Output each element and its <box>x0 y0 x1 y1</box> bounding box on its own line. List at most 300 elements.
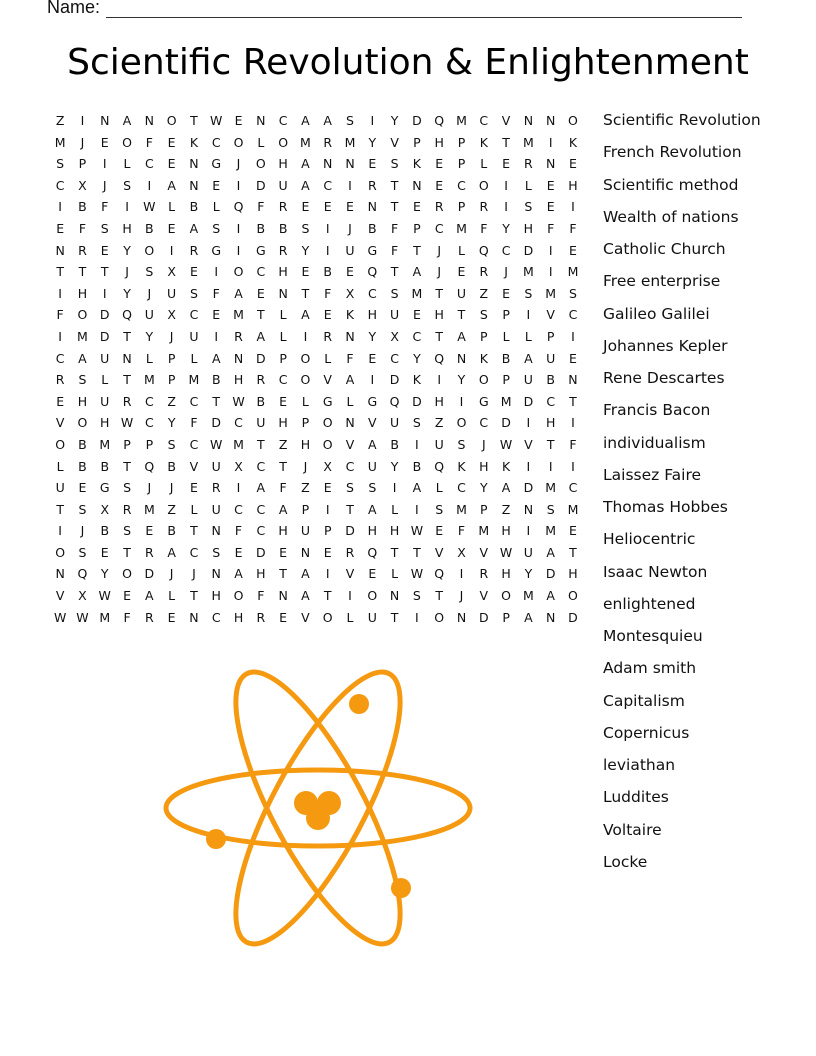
grid-letter: N <box>523 113 534 128</box>
grid-letter: P <box>323 523 332 539</box>
grid-letter: I <box>348 177 352 193</box>
grid-letter: E <box>167 220 176 236</box>
grid-letter: B <box>167 523 176 539</box>
grid-letter: U <box>55 480 65 496</box>
grid-letter: B <box>256 220 266 236</box>
grid-letter: E <box>189 264 198 280</box>
grid-letter: H <box>389 523 400 539</box>
grid-letter: M <box>77 328 88 344</box>
grid-letter: V <box>390 134 399 150</box>
grid-letter: Z <box>278 436 288 452</box>
grid-letter: R <box>78 242 87 258</box>
grid-letter: N <box>211 523 221 539</box>
grid-letter: C <box>189 544 199 560</box>
grid-letter: P <box>279 350 287 366</box>
grid-letter: T <box>346 501 354 517</box>
grid-letter: C <box>256 523 266 539</box>
grid-letter: H <box>367 307 377 323</box>
grid-letter: M <box>300 134 311 150</box>
grid-letter: C <box>390 350 399 366</box>
grid-letter: M <box>188 372 200 388</box>
grid-letter: Y <box>301 242 310 258</box>
grid-letter: R <box>524 156 533 172</box>
grid-letter: P <box>301 415 310 431</box>
grid-letter: E <box>502 156 511 172</box>
grid-letter: F <box>346 350 354 366</box>
grid-letter: F <box>212 285 220 301</box>
grid-letter: I <box>214 328 219 344</box>
grid-letter: H <box>501 566 511 582</box>
grid-letter: U <box>345 242 355 258</box>
grid-letter: E <box>502 285 511 301</box>
grid-letter: O <box>77 415 88 431</box>
grid-letter: E <box>435 177 444 193</box>
grid-letter: O <box>478 372 489 388</box>
grid-letter: F <box>101 199 109 215</box>
grid-letter: I <box>459 393 464 409</box>
grid-letter: E <box>256 285 265 301</box>
grid-letter: K <box>479 134 488 150</box>
grid-letter: Y <box>123 285 131 301</box>
grid-letter: L <box>212 199 220 215</box>
grid-letter: L <box>324 350 332 366</box>
grid-letter: J <box>437 264 442 280</box>
grid-letter: C <box>189 393 199 409</box>
grid-letter: E <box>279 544 288 560</box>
word-list <box>603 109 761 883</box>
grid-letter: A <box>457 328 466 344</box>
grid-letter: S <box>435 501 444 517</box>
grid-letter: N <box>122 350 132 366</box>
grid-letter: O <box>255 156 266 172</box>
grid-letter: R <box>144 544 154 560</box>
grid-letter: Q <box>77 566 88 582</box>
grid-letter: C <box>568 480 578 496</box>
grid-letter: I <box>58 285 62 301</box>
grid-letter: Z <box>167 501 176 517</box>
grid-letter: E <box>167 156 176 172</box>
grid-letter: H <box>278 264 288 280</box>
grid-letter: M <box>456 113 467 128</box>
grid-letter: A <box>167 177 176 193</box>
grid-letter: H <box>77 285 88 301</box>
grid-letter: U <box>390 307 400 323</box>
grid-letter: Q <box>122 307 132 323</box>
grid-letter: O <box>122 134 132 150</box>
grid-letter: R <box>323 134 333 150</box>
grid-letter: P <box>480 501 488 517</box>
grid-letter: O <box>434 609 445 625</box>
grid-letter: K <box>501 458 511 474</box>
grid-letter: I <box>325 566 330 582</box>
grid-letter: R <box>434 199 444 215</box>
grid-letter: S <box>412 588 421 604</box>
grid-letter: A <box>78 350 87 366</box>
grid-letter: V <box>524 436 533 452</box>
grid-letter: J <box>348 220 352 236</box>
grid-letter: I <box>58 199 62 215</box>
grid-letter: M <box>99 436 111 452</box>
grid-letter: C <box>457 177 466 193</box>
grid-letter: T <box>413 544 421 560</box>
grid-letter: H <box>278 523 288 539</box>
grid-letter: D <box>478 609 489 625</box>
grid-letter: J <box>80 523 85 539</box>
grid-letter: F <box>234 523 243 539</box>
grid-letter: O <box>55 436 66 452</box>
grid-letter: O <box>55 544 66 560</box>
grid-letter: V <box>189 458 199 474</box>
word-list-item: individualism <box>603 433 706 452</box>
grid-letter: I <box>348 588 352 604</box>
grid-letter: S <box>479 307 488 323</box>
grid-letter: T <box>190 113 198 128</box>
grid-letter: T <box>123 544 131 560</box>
grid-letter: D <box>99 307 110 323</box>
grid-letter: N <box>456 609 467 625</box>
grid-letter: T <box>212 393 221 409</box>
grid-letter: K <box>412 156 421 172</box>
grid-letter: A <box>256 480 266 496</box>
grid-letter: F <box>569 436 577 452</box>
grid-letter: R <box>479 264 489 280</box>
grid-letter: I <box>415 436 419 452</box>
grid-letter: V <box>345 436 355 452</box>
grid-letter: T <box>390 544 399 560</box>
grid-letter: N <box>389 588 400 604</box>
grid-letter: M <box>478 523 490 539</box>
grid-letter: E <box>346 264 354 280</box>
grid-letter: V <box>434 544 444 560</box>
grid-letter: G <box>211 156 222 172</box>
grid-letter: S <box>78 544 87 560</box>
grid-letter: H <box>523 220 534 236</box>
grid-letter: T <box>457 307 466 323</box>
grid-letter: J <box>169 328 174 344</box>
grid-letter: J <box>80 134 85 150</box>
grid-letter: D <box>412 393 422 409</box>
grid-letter: H <box>278 415 288 431</box>
grid-letter: Q <box>233 199 244 215</box>
grid-letter: M <box>344 134 356 150</box>
grid-letter: A <box>546 588 555 604</box>
grid-letter: F <box>190 415 198 431</box>
grid-letter: C <box>256 458 266 474</box>
grid-letter: Y <box>502 220 510 236</box>
grid-letter: G <box>478 393 489 409</box>
grid-letter: T <box>323 588 332 604</box>
grid-letter: P <box>167 350 176 366</box>
grid-letter: A <box>167 544 176 560</box>
grid-letter: Q <box>144 458 155 474</box>
grid-letter: B <box>546 372 555 388</box>
grid-letter: O <box>300 372 311 388</box>
grid-letter: N <box>55 566 65 582</box>
grid-letter: P <box>480 328 488 344</box>
grid-letter: R <box>256 372 266 388</box>
grid-letter: E <box>234 544 243 560</box>
grid-letter: U <box>456 285 467 301</box>
puzzle-grid <box>49 110 584 628</box>
grid-letter: J <box>236 156 241 172</box>
grid-letter: T <box>123 372 131 388</box>
grid-letter: N <box>568 372 578 388</box>
grid-letter: Y <box>390 458 399 474</box>
grid-letter: C <box>546 393 556 409</box>
grid-letter: L <box>346 609 354 625</box>
grid-letter: E <box>100 134 109 150</box>
grid-letter: S <box>412 415 421 431</box>
grid-letter: U <box>189 328 199 344</box>
grid-letter: B <box>256 393 266 409</box>
grid-letter: U <box>523 372 533 388</box>
grid-letter: F <box>547 220 555 236</box>
grid-letter: W <box>499 544 513 560</box>
grid-letter: U <box>211 458 221 474</box>
grid-letter: W <box>210 113 223 128</box>
grid-letter: K <box>479 350 488 366</box>
grid-letter: C <box>278 372 288 388</box>
grid-letter: F <box>391 242 399 258</box>
grid-letter: E <box>301 199 310 215</box>
grid-letter: A <box>368 436 377 452</box>
grid-letter: D <box>501 415 511 431</box>
grid-letter: N <box>189 156 199 172</box>
grid-letter: I <box>548 242 553 258</box>
grid-letter: F <box>78 220 87 236</box>
name-field <box>47 0 742 18</box>
grid-letter: I <box>236 220 241 236</box>
grid-letter: D <box>256 544 266 560</box>
grid-letter: R <box>479 566 489 582</box>
grid-letter: E <box>189 480 198 496</box>
grid-letter: Z <box>434 415 444 431</box>
grid-letter: O <box>166 113 177 128</box>
grid-letter: C <box>479 415 489 431</box>
word-list-item: Heliocentric <box>603 530 696 549</box>
grid-letter: E <box>569 242 577 258</box>
grid-letter: E <box>212 177 221 193</box>
grid-letter: S <box>569 285 577 301</box>
grid-letter: T <box>190 523 198 539</box>
grid-letter: E <box>368 350 377 366</box>
grid-letter: L <box>190 501 198 517</box>
grid-letter: D <box>389 372 400 388</box>
grid-letter: L <box>145 350 153 366</box>
grid-letter: J <box>303 458 308 474</box>
electron <box>349 694 369 714</box>
grid-letter: Y <box>368 134 377 150</box>
grid-letter: Q <box>478 242 489 258</box>
grid-letter: O <box>144 242 155 258</box>
grid-letter: L <box>279 307 287 323</box>
grid-letter: F <box>123 609 131 625</box>
grid-letter: Y <box>457 372 466 388</box>
grid-letter: J <box>481 436 486 452</box>
grid-letter: B <box>78 199 87 215</box>
grid-letter: H <box>233 372 244 388</box>
grid-letter: A <box>145 588 154 604</box>
word-list-item: Francis Bacon <box>603 401 711 420</box>
grid-letter: A <box>301 156 310 172</box>
grid-letter: R <box>55 372 65 388</box>
grid-letter: S <box>167 436 176 452</box>
grid-letter: A <box>301 307 310 323</box>
grid-letter: K <box>189 134 199 150</box>
grid-letter: C <box>323 177 333 193</box>
grid-letter: U <box>523 544 533 560</box>
grid-letter: F <box>324 285 332 301</box>
grid-letter: L <box>458 242 465 258</box>
grid-letter: J <box>437 242 442 258</box>
grid-letter: S <box>56 156 65 172</box>
name-line <box>106 1 742 18</box>
grid-letter: I <box>236 480 241 496</box>
grid-letter: E <box>123 588 131 604</box>
word-list-item: Catholic Church <box>603 240 726 258</box>
grid-letter: V <box>479 588 489 604</box>
grid-letter: K <box>345 307 355 323</box>
grid-letter: C <box>345 458 355 474</box>
grid-letter: W <box>120 415 134 431</box>
grid-letter: H <box>568 566 578 582</box>
grid-letter: H <box>568 177 578 193</box>
grid-letter: B <box>78 458 87 474</box>
grid-letter: U <box>367 458 377 474</box>
grid-letter: M <box>567 501 579 517</box>
grid-letter: C <box>479 113 489 128</box>
grid-letter: I <box>370 113 375 128</box>
grid-letter: Z <box>167 393 176 409</box>
grid-letter: V <box>345 566 355 582</box>
grid-letter: I <box>548 134 553 150</box>
grid-letter: S <box>212 220 221 236</box>
grid-letter: O <box>300 350 311 366</box>
grid-letter: H <box>367 523 377 539</box>
nucleus-particle <box>306 806 330 830</box>
grid-letter: R <box>189 242 199 258</box>
grid-letter: S <box>546 501 555 517</box>
grid-letter: T <box>56 264 64 280</box>
grid-letter: I <box>102 285 107 301</box>
grid-letter: L <box>190 350 198 366</box>
grid-letter: I <box>526 458 531 474</box>
grid-letter: Z <box>479 285 489 301</box>
grid-letter: J <box>102 177 107 193</box>
grid-letter: M <box>233 436 244 452</box>
grid-letter: M <box>456 501 467 517</box>
grid-letter: P <box>413 134 421 150</box>
grid-letter: S <box>390 156 399 172</box>
grid-letter: Y <box>524 566 533 582</box>
grid-letter: R <box>278 242 288 258</box>
grid-letter: T <box>435 285 444 301</box>
grid-letter: W <box>143 199 156 215</box>
grid-letter: O <box>233 134 244 150</box>
electron <box>391 878 411 898</box>
grid-letter: V <box>301 609 310 625</box>
word-list-item: Scientific method <box>603 175 739 194</box>
grid-letter: F <box>56 307 64 323</box>
atom-nucleus <box>294 791 341 830</box>
grid-letter: U <box>211 501 221 517</box>
grid-letter: C <box>55 350 65 366</box>
grid-letter: O <box>77 307 88 323</box>
grid-letter: E <box>368 156 377 172</box>
grid-letter: E <box>145 523 154 539</box>
grid-letter: B <box>100 458 110 474</box>
grid-letter: G <box>322 393 333 409</box>
grid-letter: R <box>144 609 154 625</box>
grid-letter: A <box>256 328 266 344</box>
grid-letter: I <box>370 372 375 388</box>
grid-letter: H <box>545 415 556 431</box>
grid-letter: V <box>55 415 65 431</box>
grid-letter: B <box>323 264 332 280</box>
grid-letter: U <box>100 350 110 366</box>
grid-letter: E <box>435 156 444 172</box>
grid-letter: G <box>367 242 378 258</box>
grid-letter: M <box>143 501 155 517</box>
grid-letter: A <box>278 501 288 517</box>
grid-letter: K <box>568 134 578 150</box>
grid-letter: A <box>301 177 310 193</box>
grid-letter: Z <box>501 501 511 517</box>
word-list-item: Isaac Newton <box>603 562 708 581</box>
grid-letter: P <box>502 609 510 625</box>
grid-letter: I <box>526 415 531 431</box>
grid-letter: T <box>257 436 265 452</box>
grid-letter: T <box>279 458 287 474</box>
grid-letter: I <box>236 177 241 193</box>
grid-letter: M <box>411 285 423 301</box>
grid-letter: E <box>323 307 332 323</box>
word-list-item: Galileo Galilei <box>603 304 710 323</box>
grid-letter: D <box>144 566 155 582</box>
grid-letter: D <box>568 609 578 625</box>
grid-letter: O <box>501 588 511 604</box>
grid-letter: F <box>145 134 153 150</box>
grid-letter: Z <box>301 480 310 496</box>
grid-letter: A <box>546 544 555 560</box>
grid-letter: M <box>567 264 579 280</box>
grid-letter: R <box>345 544 355 560</box>
grid-letter: Y <box>100 566 109 582</box>
grid-letter: E <box>457 264 466 280</box>
grid-letter: E <box>346 199 354 215</box>
grid-letter: I <box>504 177 508 193</box>
grid-letter: W <box>76 609 89 625</box>
grid-letter: U <box>144 307 154 323</box>
grid-letter: L <box>435 480 443 496</box>
grid-letter: D <box>523 393 534 409</box>
grid-letter: N <box>189 609 199 625</box>
grid-letter: X <box>234 458 243 474</box>
grid-letter: C <box>144 156 154 172</box>
grid-letter: C <box>367 285 377 301</box>
grid-letter: I <box>169 242 174 258</box>
grid-letter: N <box>100 113 110 128</box>
grid-letter: P <box>123 436 131 452</box>
grid-letter: L <box>56 458 64 474</box>
grid-letter: Y <box>479 480 488 496</box>
grid-letter: U <box>278 177 288 193</box>
grid-letter: M <box>54 134 66 150</box>
word-list-item: enlightened <box>603 594 696 613</box>
grid-letter: E <box>234 113 243 128</box>
grid-letter: I <box>571 458 575 474</box>
grid-letter: Q <box>434 458 445 474</box>
